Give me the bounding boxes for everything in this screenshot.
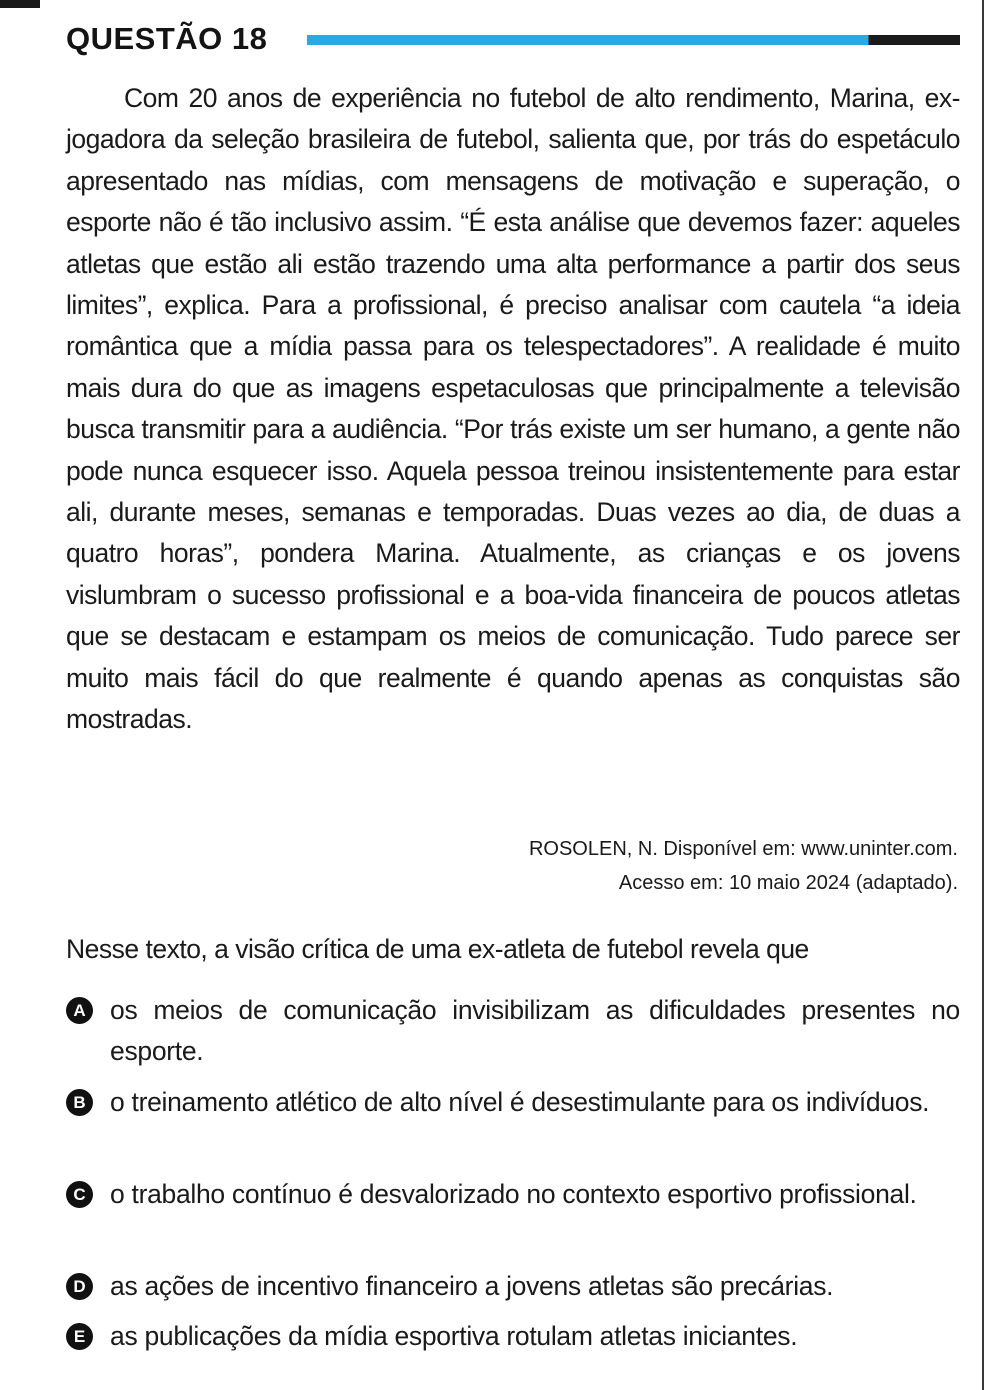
option-b-text: o treinamento atlético de alto nível é desestimulante para os indivíduos. — [110, 1087, 930, 1117]
title-divider-bar — [307, 35, 960, 45]
option-e[interactable] — [66, 1316, 960, 1357]
question-header — [66, 18, 960, 60]
option-d-text: as ações de incentivo financeiro a jovens atletas são precárias. — [110, 1271, 834, 1301]
option-a[interactable] — [66, 990, 960, 1073]
passage-text — [66, 78, 960, 741]
corner-mark — [0, 0, 40, 8]
source-citation — [529, 832, 958, 900]
option-b-letter-icon: B — [66, 1089, 93, 1116]
option-b[interactable] — [66, 1082, 960, 1123]
option-a-text: os meios de comunicação invisibilizam as dificuldades presentes no esporte. — [110, 995, 960, 1067]
option-e-letter-icon: E — [66, 1323, 93, 1350]
option-c-letter-icon: C — [66, 1181, 93, 1208]
source-line-2: Acesso em: 10 maio 2024 (adaptado). — [618, 872, 958, 894]
question-title: QUESTÃO 18 — [66, 21, 268, 56]
option-e-text: as publicações da mídia esportiva rotulam atletas iniciantes. — [110, 1321, 798, 1351]
option-a-letter-icon: A — [66, 997, 93, 1024]
option-c-text: o trabalho contínuo é desvalorizado no contexto esportivo profissional. — [110, 1179, 917, 1209]
option-d-letter-icon: D — [66, 1273, 93, 1300]
option-d[interactable] — [66, 1266, 960, 1307]
question-stem: Nesse texto, a visão crítica de uma ex-atleta de futebol revela que — [66, 934, 809, 964]
source-line-1: ROSOLEN, N. Disponível em: www.uninter.com. — [528, 838, 958, 860]
passage-body: Com 20 anos de experiência no futebol de alto rendimento, Marina, ex-jogadora da seleção brasileira de futebol, salienta que, por trás do espetáculo apresentado nas mídias, com mensagens de motivação e superação, o esporte não é tão inclusivo assim. “É esta análise que devemos fazer: aqueles atletas que estão ali estão trazendo uma alta performance a partir dos seus limites”, explica. Para a profissional, é preciso analisar com cautela “a ideia romântica que a mídia passa para os telespectadores”. A realidade é muito mais dura do que as imagens espetaculosas que principalmente a televisão busca transmitir para a audiência. “Por trás existe um ser humano, a gente não pode nunca esquecer isso. Aquela pessoa treinou insistentemente para estar ali, durante meses, semanas e temporadas. Duas vezes ao dia, de duas a quatro horas”, pondera Marina. Atualmente, as crianças e os jovens vislumbram o sucesso profissional e a boa-vida financeira de poucos atletas que se destacam e estampam os meios de comunicação. Tudo parece ser muito mais fácil do que realmente é quando apenas as conquistas são mostradas. — [66, 83, 960, 735]
option-c[interactable] — [66, 1174, 960, 1215]
